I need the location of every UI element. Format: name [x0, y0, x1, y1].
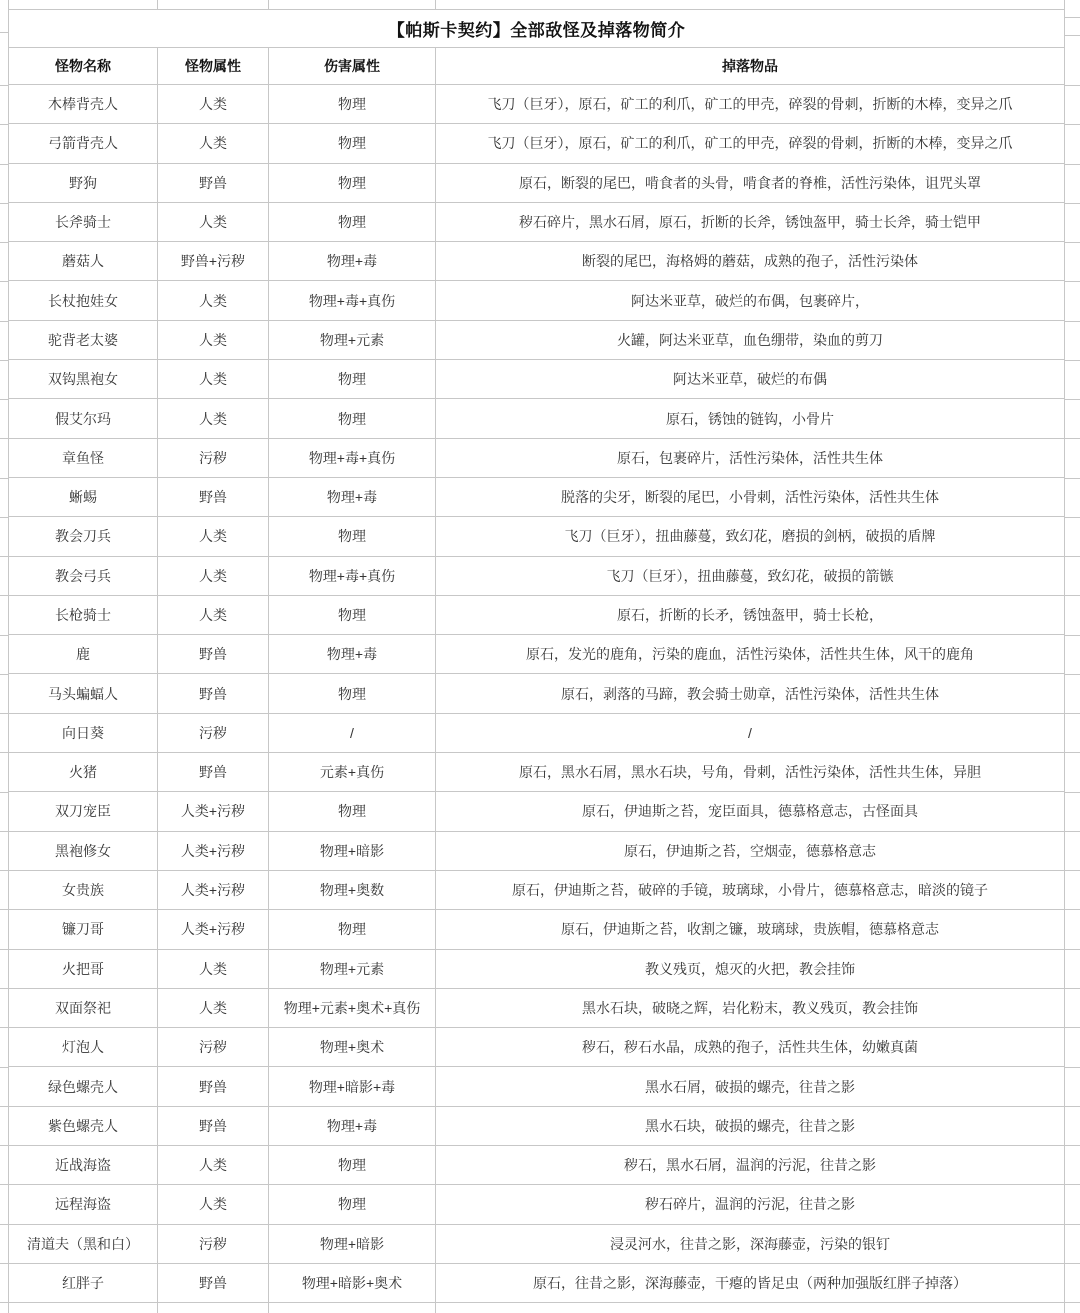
cell-monster-name: 章鱼怪	[9, 438, 158, 477]
cell-monster-attr: 野兽+污秽	[158, 242, 269, 281]
cell-damage-attr: 物理	[269, 674, 436, 713]
cell-monster-name: 火把哥	[9, 949, 158, 988]
cell-drops: 浸灵河水，往昔之影，深海藤壶，污染的银钉	[436, 1224, 1065, 1263]
cell-monster-name: 双刀宠臣	[9, 792, 158, 831]
cell-damage-attr: 物理+元素	[269, 320, 436, 359]
column-header-damage-attr: 伤害属性	[269, 48, 436, 85]
margin-gridline	[0, 399, 8, 400]
cell-monster-name: 长斧骑士	[9, 202, 158, 241]
column-header-drops: 掉落物品	[436, 48, 1065, 85]
margin-gridline	[0, 360, 8, 361]
margin-gridline	[0, 988, 8, 989]
margin-gridline	[1064, 1145, 1080, 1146]
cell-monster-attr: 人类	[158, 1146, 269, 1185]
margin-gridline	[1064, 203, 1080, 204]
margin-gridline	[0, 1302, 8, 1303]
margin-gridline	[1064, 17, 1080, 18]
cell-damage-attr: /	[269, 713, 436, 752]
cell-monster-attr: 污秽	[158, 1028, 269, 1067]
table-row	[9, 556, 1065, 595]
table-row	[9, 242, 1065, 281]
cell-drops: 原石，剥落的马蹄，教会骑士勋章，活性污染体，活性共生体	[436, 674, 1065, 713]
cell-monster-attr: 人类	[158, 85, 269, 124]
table-row	[9, 831, 1065, 870]
cell-drops: 阿达米亚草，破烂的布偶，包裹碎片，	[436, 281, 1065, 320]
cell-monster-attr: 野兽	[158, 674, 269, 713]
cell-damage-attr: 物理+暗影	[269, 831, 436, 870]
empty-cell	[269, 1303, 436, 1313]
table-row	[9, 163, 1065, 202]
cell-drops: 原石，伊迪斯之苔，空烟壶，德慕格意志	[436, 831, 1065, 870]
margin-gridline	[0, 595, 8, 596]
cell-drops: 秽石，秽石水晶，成熟的孢子，活性共生体，幼嫩真菌	[436, 1028, 1065, 1067]
cell-monster-attr: 人类+污秽	[158, 870, 269, 909]
cell-drops: 原石，断裂的尾巴，啃食者的头骨，啃食者的脊椎，活性污染体，诅咒头罩	[436, 163, 1065, 202]
cell-damage-attr: 物理+暗影+奥术	[269, 1263, 436, 1302]
cell-damage-attr: 物理+毒+真伤	[269, 281, 436, 320]
cell-monster-name: 绿色螺壳人	[9, 1067, 158, 1106]
cell-drops: 飞刀（巨牙），原石，矿工的利爪，矿工的甲壳，碎裂的骨刺，折断的木棒，变异之爪	[436, 124, 1065, 163]
cell-monster-name: 清道夫（黑和白）	[9, 1224, 158, 1263]
cell-damage-attr: 物理	[269, 910, 436, 949]
cell-damage-attr: 物理	[269, 792, 436, 831]
margin-gridline	[0, 321, 8, 322]
cell-drops: 原石，折断的长矛，锈蚀盔甲，骑士长枪，	[436, 595, 1065, 634]
cell-damage-attr: 物理+暗影+毒	[269, 1067, 436, 1106]
cell-damage-attr: 物理+元素+奥术+真伤	[269, 988, 436, 1027]
table-row	[9, 674, 1065, 713]
margin-gridline	[0, 635, 8, 636]
cell-monster-name: 弓箭背壳人	[9, 124, 158, 163]
cell-damage-attr: 物理	[269, 360, 436, 399]
cell-monster-name: 木棒背壳人	[9, 85, 158, 124]
table-row	[9, 85, 1065, 124]
partial-row-bottom	[9, 1303, 1065, 1313]
empty-cell	[9, 1303, 158, 1313]
table-row	[9, 910, 1065, 949]
cell-damage-attr: 物理+毒+真伤	[269, 556, 436, 595]
cell-monster-name: 双面祭祀	[9, 988, 158, 1027]
margin-gridline	[1064, 909, 1080, 910]
cell-monster-attr: 人类	[158, 320, 269, 359]
cell-monster-name: 长枪骑士	[9, 595, 158, 634]
margin-gridline	[0, 713, 8, 714]
cell-monster-name: 假艾尔玛	[9, 399, 158, 438]
table-row	[9, 1067, 1065, 1106]
margin-gridline	[1064, 556, 1080, 557]
margin-gridline	[0, 203, 8, 204]
cell-damage-attr: 物理	[269, 202, 436, 241]
cell-damage-attr: 物理+毒	[269, 242, 436, 281]
cell-monster-attr: 人类	[158, 399, 269, 438]
empty-cell	[158, 1303, 269, 1313]
cell-monster-name: 向日葵	[9, 713, 158, 752]
cell-damage-attr: 物理+元素	[269, 949, 436, 988]
margin-gridline	[0, 1145, 8, 1146]
table-row	[9, 320, 1065, 359]
margin-gridline	[1064, 870, 1080, 871]
table-row	[9, 124, 1065, 163]
margin-gridline	[1064, 674, 1080, 675]
table-row	[9, 635, 1065, 674]
cell-monster-attr: 野兽	[158, 477, 269, 516]
cell-damage-attr: 物理+毒	[269, 1106, 436, 1145]
cell-monster-name: 近战海盗	[9, 1146, 158, 1185]
table-row	[9, 1185, 1065, 1224]
cell-monster-attr: 野兽	[158, 1106, 269, 1145]
margin-gridline	[0, 1224, 8, 1225]
cell-damage-attr: 物理+毒	[269, 635, 436, 674]
margin-gridline	[0, 1184, 8, 1185]
cell-drops: 原石，黑水石屑，黑水石块，号角，骨刺，活性污染体，活性共生体，异胆	[436, 753, 1065, 792]
partial-row-top	[9, 0, 1065, 10]
cell-drops: 断裂的尾巴，海格姆的蘑菇，成熟的孢子，活性污染体	[436, 242, 1065, 281]
margin-gridline	[0, 792, 8, 793]
margin-gridline	[0, 164, 8, 165]
cell-monster-attr: 污秽	[158, 438, 269, 477]
cell-monster-name: 教会刀兵	[9, 517, 158, 556]
cell-monster-attr: 人类	[158, 949, 269, 988]
cell-damage-attr: 物理+奥数	[269, 870, 436, 909]
empty-cell	[9, 0, 158, 10]
margin-gridline	[0, 1106, 8, 1107]
table-row	[9, 1263, 1065, 1302]
cell-damage-attr: 物理	[269, 517, 436, 556]
cell-drops: /	[436, 713, 1065, 752]
cell-drops: 秽石碎片，温润的污泥，往昔之影	[436, 1185, 1065, 1224]
cell-monster-attr: 污秽	[158, 713, 269, 752]
cell-damage-attr: 物理+毒	[269, 477, 436, 516]
cell-monster-attr: 野兽	[158, 163, 269, 202]
table-row	[9, 949, 1065, 988]
column-header-monster-attr: 怪物属性	[158, 48, 269, 85]
margin-gridline	[1064, 1263, 1080, 1264]
margin-gridline	[1064, 517, 1080, 518]
margin-gridline	[0, 438, 8, 439]
margin-gridline	[0, 124, 8, 125]
table-row	[9, 595, 1065, 634]
margin-gridline	[0, 556, 8, 557]
cell-monster-name: 黑袍修女	[9, 831, 158, 870]
table-row	[9, 1146, 1065, 1185]
header-row	[9, 48, 1065, 85]
margin-gridline	[1064, 35, 1080, 36]
cell-damage-attr: 物理	[269, 163, 436, 202]
cell-drops: 火罐，阿达米亚草，血色绷带，染血的剪刀	[436, 320, 1065, 359]
cell-monster-name: 灯泡人	[9, 1028, 158, 1067]
margin-gridline	[1064, 399, 1080, 400]
cell-monster-name: 教会弓兵	[9, 556, 158, 595]
cell-damage-attr: 物理+暗影	[269, 1224, 436, 1263]
cell-monster-name: 马头蝙蝠人	[9, 674, 158, 713]
table-row	[9, 753, 1065, 792]
margin-gridline	[0, 32, 8, 33]
cell-monster-attr: 人类	[158, 517, 269, 556]
cell-drops: 原石，包裹碎片，活性污染体，活性共生体	[436, 438, 1065, 477]
cell-monster-name: 火猪	[9, 753, 158, 792]
cell-monster-name: 女贵族	[9, 870, 158, 909]
cell-monster-attr: 人类	[158, 202, 269, 241]
table-row	[9, 1028, 1065, 1067]
table-row	[9, 438, 1065, 477]
cell-drops: 飞刀（巨牙），原石，矿工的利爪，矿工的甲壳，碎裂的骨刺，折断的木棒，变异之爪	[436, 85, 1065, 124]
cell-drops: 原石，伊迪斯之苔，收割之镰，玻璃球，贵族帽，德慕格意志	[436, 910, 1065, 949]
table-row	[9, 1106, 1065, 1145]
margin-gridline	[1064, 1106, 1080, 1107]
cell-monster-name: 驼背老太婆	[9, 320, 158, 359]
cell-monster-attr: 污秽	[158, 1224, 269, 1263]
cell-monster-name: 鹿	[9, 635, 158, 674]
margin-gridline	[0, 1263, 8, 1264]
table-row	[9, 399, 1065, 438]
cell-drops: 原石，伊迪斯之苔，宠臣面具，德慕格意志，古怪面具	[436, 792, 1065, 831]
margin-gridline	[1064, 1067, 1080, 1068]
margin-gridline	[0, 242, 8, 243]
margin-gridline	[0, 281, 8, 282]
cell-damage-attr: 物理	[269, 85, 436, 124]
enemy-drop-sheet	[8, 0, 1064, 1313]
cell-monster-attr: 野兽	[158, 753, 269, 792]
margin-gridline	[1064, 85, 1080, 86]
margin-gridline	[1064, 164, 1080, 165]
margin-gridline	[0, 674, 8, 675]
cell-damage-attr: 物理	[269, 595, 436, 634]
cell-drops: 原石，锈蚀的链钩，小骨片	[436, 399, 1065, 438]
margin-gridline	[1064, 321, 1080, 322]
empty-cell	[436, 1303, 1065, 1313]
cell-monster-attr: 人类	[158, 1185, 269, 1224]
cell-drops: 原石，往昔之影，深海藤壶，干瘪的皆足虫（两种加强版红胖子掉落）	[436, 1263, 1065, 1302]
page-title: 【帕斯卡契约】全部敌怪及掉落物简介	[9, 10, 1065, 48]
table-row	[9, 988, 1065, 1027]
margin-gridline	[0, 870, 8, 871]
cell-monster-attr: 人类	[158, 124, 269, 163]
table-row	[9, 792, 1065, 831]
cell-drops: 秽石碎片，黑水石屑，原石，折断的长斧，锈蚀盔甲，骑士长斧，骑士铠甲	[436, 202, 1065, 241]
margin-gridline	[0, 752, 8, 753]
cell-drops: 脱落的尖牙，断裂的尾巴，小骨刺，活性污染体，活性共生体	[436, 477, 1065, 516]
margin-gridline	[1064, 438, 1080, 439]
cell-drops: 黑水石屑，破损的螺壳，往昔之影	[436, 1067, 1065, 1106]
table-row	[9, 281, 1065, 320]
cell-damage-attr: 物理	[269, 1185, 436, 1224]
margin-gridline	[1064, 478, 1080, 479]
empty-cell	[158, 0, 269, 10]
margin-gridline	[0, 517, 8, 518]
margin-gridline	[0, 949, 8, 950]
cell-monster-attr: 野兽	[158, 1263, 269, 1302]
cell-monster-attr: 人类+污秽	[158, 831, 269, 870]
margin-gridline	[0, 478, 8, 479]
table-row	[9, 713, 1065, 752]
cell-monster-attr: 人类	[158, 360, 269, 399]
empty-cell	[436, 0, 1065, 10]
cell-monster-attr: 野兽	[158, 635, 269, 674]
margin-gridline	[1064, 1224, 1080, 1225]
cell-monster-attr: 人类+污秽	[158, 792, 269, 831]
margin-gridline	[1064, 988, 1080, 989]
cell-drops: 飞刀（巨牙），扭曲藤蔓，致幻花，磨损的剑柄，破损的盾牌	[436, 517, 1065, 556]
cell-monster-name: 野狗	[9, 163, 158, 202]
cell-monster-name: 长杖抱娃女	[9, 281, 158, 320]
margin-gridline	[1064, 1027, 1080, 1028]
cell-monster-name: 蘑菇人	[9, 242, 158, 281]
cell-monster-name: 双钩黑袍女	[9, 360, 158, 399]
margin-gridline	[0, 909, 8, 910]
cell-drops: 黑水石块，破晓之辉，岩化粉末，教义残页，教会挂饰	[436, 988, 1065, 1027]
table-row	[9, 477, 1065, 516]
column-header-monster-name: 怪物名称	[9, 48, 158, 85]
cell-monster-attr: 野兽	[158, 1067, 269, 1106]
cell-monster-name: 红胖子	[9, 1263, 158, 1302]
empty-cell	[269, 0, 436, 10]
margin-gridline	[1064, 242, 1080, 243]
cell-monster-name: 蜥蜴	[9, 477, 158, 516]
cell-damage-attr: 物理+奥术	[269, 1028, 436, 1067]
margin-gridline	[1064, 949, 1080, 950]
margin-gridline	[0, 85, 8, 86]
margin-gridline	[1064, 713, 1080, 714]
table-row	[9, 202, 1065, 241]
enemy-table	[8, 0, 1065, 1313]
cell-monster-attr: 人类+污秽	[158, 910, 269, 949]
cell-monster-name: 紫色螺壳人	[9, 1106, 158, 1145]
margin-gridline	[1064, 635, 1080, 636]
cell-drops: 飞刀（巨牙），扭曲藤蔓，致幻花，破损的箭镞	[436, 556, 1065, 595]
margin-gridline	[1064, 360, 1080, 361]
cell-damage-attr: 物理	[269, 399, 436, 438]
cell-monster-attr: 人类	[158, 281, 269, 320]
cell-drops: 原石，伊迪斯之苔，破碎的手镜，玻璃球，小骨片，德慕格意志，暗淡的镜子	[436, 870, 1065, 909]
table-row	[9, 1224, 1065, 1263]
cell-monster-name: 远程海盗	[9, 1185, 158, 1224]
margin-gridline	[1064, 752, 1080, 753]
cell-drops: 秽石，黑水石屑，温润的污泥，往昔之影	[436, 1146, 1065, 1185]
margin-gridline	[0, 1027, 8, 1028]
table-row	[9, 517, 1065, 556]
cell-drops: 阿达米亚草，破烂的布偶	[436, 360, 1065, 399]
margin-gridline	[0, 1067, 8, 1068]
margin-gridline	[1064, 1302, 1080, 1303]
margin-gridline	[1064, 792, 1080, 793]
cell-damage-attr: 物理	[269, 1146, 436, 1185]
margin-gridline	[0, 831, 8, 832]
cell-damage-attr: 物理	[269, 124, 436, 163]
cell-drops: 原石，发光的鹿角，污染的鹿血，活性污染体，活性共生体，风干的鹿角	[436, 635, 1065, 674]
cell-damage-attr: 元素+真伤	[269, 753, 436, 792]
margin-gridline	[1064, 1184, 1080, 1185]
cell-monster-attr: 人类	[158, 595, 269, 634]
margin-gridline	[1064, 831, 1080, 832]
cell-monster-name: 镰刀哥	[9, 910, 158, 949]
cell-drops: 黑水石块，破损的螺壳，往昔之影	[436, 1106, 1065, 1145]
cell-monster-attr: 人类	[158, 556, 269, 595]
margin-gridline	[1064, 124, 1080, 125]
margin-gridline	[1064, 281, 1080, 282]
cell-damage-attr: 物理+毒+真伤	[269, 438, 436, 477]
margin-gridline	[1064, 595, 1080, 596]
title-row	[9, 10, 1065, 48]
table-row	[9, 870, 1065, 909]
cell-monster-attr: 人类	[158, 988, 269, 1027]
cell-drops: 教义残页，熄灭的火把，教会挂饰	[436, 949, 1065, 988]
table-row	[9, 360, 1065, 399]
